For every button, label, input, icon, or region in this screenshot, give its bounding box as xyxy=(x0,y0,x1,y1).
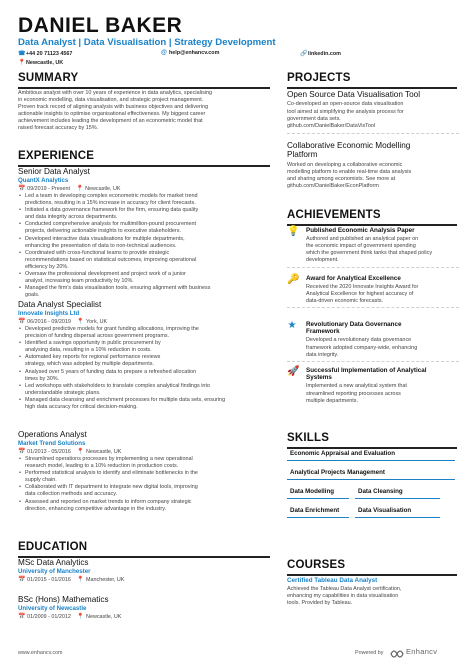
education-item xyxy=(18,595,280,620)
achievement-desc-line: multiple departments. xyxy=(306,397,358,404)
company-name[interactable]: Innovate Insights Ltd xyxy=(18,310,80,317)
job-bullet-line: supply chain. xyxy=(25,477,57,484)
job-title: Data Analyst Specialist xyxy=(18,300,102,309)
job-dates: 06/2016 - 09/2019 xyxy=(27,319,71,325)
job-bullet-line: • Initiated a data governance framework for the firm, ensuring data quality xyxy=(25,207,199,214)
lightbulb-icon: 💡 xyxy=(287,226,300,237)
skill-tag xyxy=(290,450,455,461)
skill-tag xyxy=(358,507,440,518)
job-bullet xyxy=(18,207,280,221)
job-bullet-line: • Analysed over 5 years of funding data to prepare a refreshed allocation xyxy=(25,368,197,375)
company-name[interactable]: Market Trend Solutions xyxy=(18,440,86,447)
summary-rule xyxy=(18,87,270,89)
calendar-icon: 📅 xyxy=(18,319,28,325)
achievement-desc-line: Received the 2020 Innovate Insights Award for xyxy=(306,284,419,291)
job-bullet-line: • Developed predictive models for grant funding allocations, improving the xyxy=(25,326,199,332)
job-bullet-line: • Automated key reports for regional performance reviews xyxy=(25,354,161,361)
job-bullet-line: • Performed statistical analysis to identify and eliminate bottlenecks in the xyxy=(25,470,198,477)
achievement-desc-line: Authored and published an analytical paper on xyxy=(306,236,419,243)
email-contact[interactable] xyxy=(161,50,219,56)
skill-tag xyxy=(290,488,349,499)
summary-line: Proven track record of aligning analysis with business objectives and delivering xyxy=(18,104,209,111)
job-bullet xyxy=(18,326,280,340)
job-bullet-line: • Streamlined operations processes by implementing a new operational xyxy=(25,456,193,462)
link-icon: 🔗 xyxy=(300,51,308,57)
location-pin-icon: 📍 xyxy=(18,60,26,66)
location-pin-icon: 📍 xyxy=(76,319,87,325)
at-icon: @ xyxy=(161,50,167,56)
job-bullet-line: • Managed the firm's data visualisation tools, ensuring alignment with business xyxy=(25,285,211,292)
skill-label: Data Enrichment xyxy=(290,507,340,514)
project-title-line: Platform xyxy=(287,150,318,160)
achievement-title xyxy=(306,321,459,335)
job-bullet-line: • Conducted comprehensive analysis for multimillion-pound procurement xyxy=(25,221,197,228)
skill-underline xyxy=(287,479,455,480)
achievements-rule xyxy=(287,224,457,226)
summary-heading: SUMMARY xyxy=(18,72,79,84)
achievement-title-line: Framework xyxy=(306,328,340,336)
project-title xyxy=(287,141,459,160)
achievement-desc-line: Developed a revolutionary data governance xyxy=(306,337,412,344)
project-desc-line: government data sets. xyxy=(287,115,341,122)
achievement-title-line: Published Economic Analysis Paper xyxy=(306,227,415,234)
project-desc-line: github.com/DanielBaker/DataVisTool xyxy=(287,122,376,129)
location-contact xyxy=(18,59,63,66)
star-icon: ★ xyxy=(287,320,297,331)
job-bullet-line: projects, delivering actionable insights to executive stakeholders. xyxy=(25,228,181,235)
job-bullet-line: • Led a team in developing complex econometric models for market trend xyxy=(25,193,198,199)
courses-list xyxy=(287,577,459,607)
candidate-subtitle: Data Analyst | Data Visualisation | Strategy Development xyxy=(18,37,276,48)
phone-icon: ☎ xyxy=(18,51,26,57)
job-bullet-line: direction, enhancing competitive advantage in the industry. xyxy=(25,505,167,512)
job-bullet xyxy=(18,383,280,397)
skill-label: Economic Appraisal and Evaluation xyxy=(290,450,395,457)
project-title-line: Collaborative Economic Modelling xyxy=(287,141,411,150)
education-dates: 01/2015 - 01/2016 xyxy=(27,577,71,583)
skill-label: Data Visualisation xyxy=(358,507,412,514)
job-meta xyxy=(18,185,280,192)
job-title: Senior Data Analyst xyxy=(18,167,90,176)
skills-rule xyxy=(287,447,457,449)
achievement-desc-line: development. xyxy=(306,257,339,264)
achievement-desc-line: data integrity. xyxy=(306,351,339,358)
summary-line: raised forecast accuracy by 15%. xyxy=(18,125,99,132)
course-desc-line: Achieved the Tableau Data Analyst certification, xyxy=(287,586,402,592)
achievement-desc-line: which the government think tanks that shaped policy xyxy=(306,250,433,257)
job-bullet-line: analysing data, resulting in a 10% reduction in costs. xyxy=(25,347,152,354)
achievement-title-line: Systems xyxy=(306,374,332,382)
job-bullet xyxy=(18,193,280,207)
job-bullet xyxy=(18,271,280,285)
job-bullet xyxy=(18,484,280,498)
education-heading: EDUCATION xyxy=(18,541,88,553)
job-bullet-line: • Coordinated with cross-functional teams to provide strategic xyxy=(25,249,170,256)
courses-rule xyxy=(287,574,457,576)
job-bullet xyxy=(18,397,280,411)
achievement-title-line: Successful Implementation of Analytical xyxy=(306,367,427,374)
job-bullet-line: • Collaborated with IT department to integrate new digital tools, improving xyxy=(25,484,198,491)
project-title-line: Open Source Data Visualisation Tool xyxy=(287,90,421,99)
job-bullet-line: • Identified a savings opportunity in public procurement by xyxy=(25,340,161,347)
skill-underline xyxy=(287,517,349,518)
achievement-title-line: Award for Analytical Excellence xyxy=(306,275,401,282)
job-bullet xyxy=(18,285,280,299)
job-bullet xyxy=(18,369,280,383)
location-pin-icon: 📍 xyxy=(76,449,87,455)
skill-label: Analytical Projects Management xyxy=(290,469,385,476)
job-dates: 01/2013 - 05/2016 xyxy=(27,449,71,455)
course-item xyxy=(287,577,459,607)
skill-tag xyxy=(290,507,349,518)
skill-underline xyxy=(287,460,455,461)
job-bullets xyxy=(18,326,280,411)
summary-line: Ambitious analyst with over 10 years of experience in data analytics, specialising xyxy=(18,90,213,96)
achievement-title-line: Revolutionary Data Governance xyxy=(306,321,402,328)
candidate-name: DANIEL BAKER xyxy=(18,14,183,37)
calendar-icon: 📅 xyxy=(18,186,28,192)
achievement-description xyxy=(306,284,459,305)
skills-heading: SKILLS xyxy=(287,432,330,444)
job-location: York, UK xyxy=(86,319,108,325)
email-text: help@enhancv.com xyxy=(169,50,220,56)
job-title: Operations Analyst xyxy=(18,430,87,439)
project-item xyxy=(287,141,459,190)
job-bullet xyxy=(18,340,280,354)
achievement-divider xyxy=(287,361,459,362)
achievement-desc-line: Analytical Excellence for highest accuracy of xyxy=(306,291,414,298)
job-bullets xyxy=(18,456,280,513)
footer-website[interactable]: www.enhancv.com xyxy=(18,650,63,656)
achievement-title xyxy=(306,275,459,282)
achievement-desc-line: streamlined reporting processes across xyxy=(306,390,401,397)
achievement-content xyxy=(306,275,459,305)
job-bullet-line: efficiency by 20%. xyxy=(25,263,69,270)
job-bullet-line: • Led workshops with stakeholders to translate complex analytical findings into xyxy=(25,382,210,389)
achievement-title xyxy=(306,367,459,381)
job-bullet xyxy=(18,354,280,368)
skill-tag xyxy=(358,488,440,499)
summary-line: in economic modelling, data visualisation, and strategic project management. xyxy=(18,97,204,104)
location-pin-icon: 📍 xyxy=(76,186,86,192)
skill-underline xyxy=(287,498,349,499)
projects-rule xyxy=(287,87,457,89)
project-divider xyxy=(287,133,459,134)
courses-heading: COURSES xyxy=(287,559,346,571)
job-bullet-line: high data accuracy for critical decision-making. xyxy=(25,404,138,411)
summary-line: achievement includes leading the development of an econometric model that xyxy=(18,118,203,125)
job-meta xyxy=(18,448,280,455)
job-bullet-line: understandable strategic plans. xyxy=(25,389,101,396)
achievement-desc-line: the economic impact of government spending xyxy=(306,243,416,250)
achievement-divider xyxy=(287,307,459,308)
job-bullet-line: data collection methods and accuracy. xyxy=(25,491,118,498)
footer-brand: Enhancv xyxy=(406,647,438,656)
project-title xyxy=(287,90,459,99)
experience-item xyxy=(18,430,280,513)
job-bullet xyxy=(18,250,280,271)
project-desc-line: Co-developed an open-source data visualisation xyxy=(287,101,404,108)
project-item xyxy=(287,90,459,134)
experience-item xyxy=(18,300,280,411)
skill-tag xyxy=(290,469,455,480)
job-bullet xyxy=(18,236,280,250)
achievement-item xyxy=(287,367,459,405)
experience-heading: EXPERIENCE xyxy=(18,150,95,162)
achievement-description xyxy=(306,383,459,404)
course-desc-line: tools. Provided by Tableau. xyxy=(287,600,353,607)
job-location: Newcastle, UK xyxy=(86,449,122,455)
calendar-icon: 📅 xyxy=(18,449,28,455)
job-bullet xyxy=(18,456,280,470)
achievement-title xyxy=(306,227,459,234)
achievements-heading: ACHIEVEMENTS xyxy=(287,209,381,221)
footer-powered: Powered by xyxy=(355,650,384,656)
job-bullet-line: precision of funding dispersal across government programs. xyxy=(25,333,170,340)
job-bullet-line: enhancing the presentation of data to non-technical audiences. xyxy=(25,242,177,249)
company-name[interactable]: QuantX Analytics xyxy=(18,177,69,184)
skill-underline xyxy=(355,498,440,499)
project-desc-line: and sharing among economists. See more at xyxy=(287,176,396,182)
job-bullet-line: recommendations based on statistical outcomes, improving operational xyxy=(25,256,197,263)
project-desc-line: modelling platform to enable real-time data analysis xyxy=(287,168,412,175)
achievement-desc-line: Implemented a new analytical system that xyxy=(306,383,407,390)
achievement-item xyxy=(287,321,459,362)
job-location: Newcastle, UK xyxy=(85,186,121,192)
course-description xyxy=(287,586,459,607)
job-meta xyxy=(18,318,280,325)
phone-contact[interactable] xyxy=(18,50,72,57)
education-location: Manchester, UK xyxy=(86,577,125,583)
skill-label: Data Cleansing xyxy=(358,488,403,495)
calendar-icon: 📅 xyxy=(18,577,28,583)
job-bullet xyxy=(18,221,280,235)
location-pin-icon: 📍 xyxy=(76,577,87,583)
linkedin-text: linkedin.com xyxy=(308,51,341,57)
education-meta xyxy=(18,613,280,620)
job-bullet xyxy=(18,470,280,484)
school-name[interactable]: University of Newcastle xyxy=(18,605,87,612)
job-bullet-line: goals. xyxy=(25,292,40,299)
education-location: Newcastle, UK xyxy=(86,614,122,620)
job-bullet xyxy=(18,499,280,513)
phone-text: +44 20 71123 4567 xyxy=(26,51,73,57)
school-name[interactable]: University of Manchester xyxy=(18,568,91,575)
job-bullet-line: • Developed interactive data visualisations for multiple departments, xyxy=(25,235,185,242)
degree-title: BSc (Hons) Mathematics xyxy=(18,595,109,604)
job-bullet-line: strategy, which was adopted by multiple departments. xyxy=(25,361,154,368)
project-desc-line: tool aimed at simplifying the analysis process for xyxy=(287,108,404,115)
linkedin-contact[interactable] xyxy=(300,50,341,57)
job-bullets xyxy=(18,193,280,299)
education-item xyxy=(18,558,280,583)
job-bullet-line: and data integrity across departments. xyxy=(25,214,118,221)
skill-label: Data Modelling xyxy=(290,488,335,495)
achievement-divider xyxy=(287,267,459,268)
project-desc-line: Worked on developing a collaborative economic xyxy=(287,161,403,168)
achievement-desc-line: data-driven economic forecasts. xyxy=(306,298,384,305)
job-bullet-line: • Assessed and reported on market trends to inform company strategic xyxy=(25,498,192,505)
job-bullet-line: • Oversaw the professional development and project work of a junior xyxy=(25,271,186,278)
course-title[interactable]: Certified Tableau Data Analyst xyxy=(287,577,378,584)
job-bullet-line: research model, leading to a 10% reduction in production costs. xyxy=(25,463,179,470)
project-desc-line: github.com/DanielBaker/EconPlatform xyxy=(287,183,379,190)
education-dates: 01/2009 - 01/2012 xyxy=(27,614,71,620)
project-description xyxy=(287,162,459,190)
summary-line: actionable insights to optimise organisational effectiveness. My biggest career xyxy=(18,111,206,118)
job-bullet-line: analyst, increasing team productivity by 10%. xyxy=(25,278,134,285)
project-description xyxy=(287,101,459,129)
achievement-content xyxy=(306,367,459,405)
enhancv-logo-icon xyxy=(390,646,404,656)
experience-item xyxy=(18,167,280,299)
degree-title: MSc Data Analytics xyxy=(18,558,89,567)
achievement-content xyxy=(306,227,459,265)
job-dates: 09/2019 - Present xyxy=(27,186,70,192)
key-icon: 🔑 xyxy=(287,274,300,285)
achievement-description xyxy=(306,337,459,358)
achievement-desc-line: framework adopted company-wide, enhancing xyxy=(306,344,418,351)
job-bullet-line: predictions, resulting in a 15% increase in accuracy for client forecasts. xyxy=(25,200,196,207)
job-bullet-line: times by 30%. xyxy=(25,375,60,382)
education-meta xyxy=(18,576,280,583)
achievement-item xyxy=(287,227,459,268)
rocket-icon: 🚀 xyxy=(287,366,300,377)
course-desc-line: enhancing my capabilities in data visualisation xyxy=(287,593,399,600)
summary-text xyxy=(18,90,278,133)
achievement-item xyxy=(287,275,459,308)
location-text: Newcastle, UK xyxy=(26,60,64,66)
calendar-icon: 📅 xyxy=(18,614,28,620)
projects-heading: PROJECTS xyxy=(287,72,351,84)
achievement-description xyxy=(306,236,459,264)
location-pin-icon: 📍 xyxy=(76,614,87,620)
skill-underline xyxy=(355,517,440,518)
achievement-content xyxy=(306,321,459,359)
job-bullet-line: • Managed data cleansing and enrichment processes for multiple data sets, ensuring xyxy=(25,396,226,403)
